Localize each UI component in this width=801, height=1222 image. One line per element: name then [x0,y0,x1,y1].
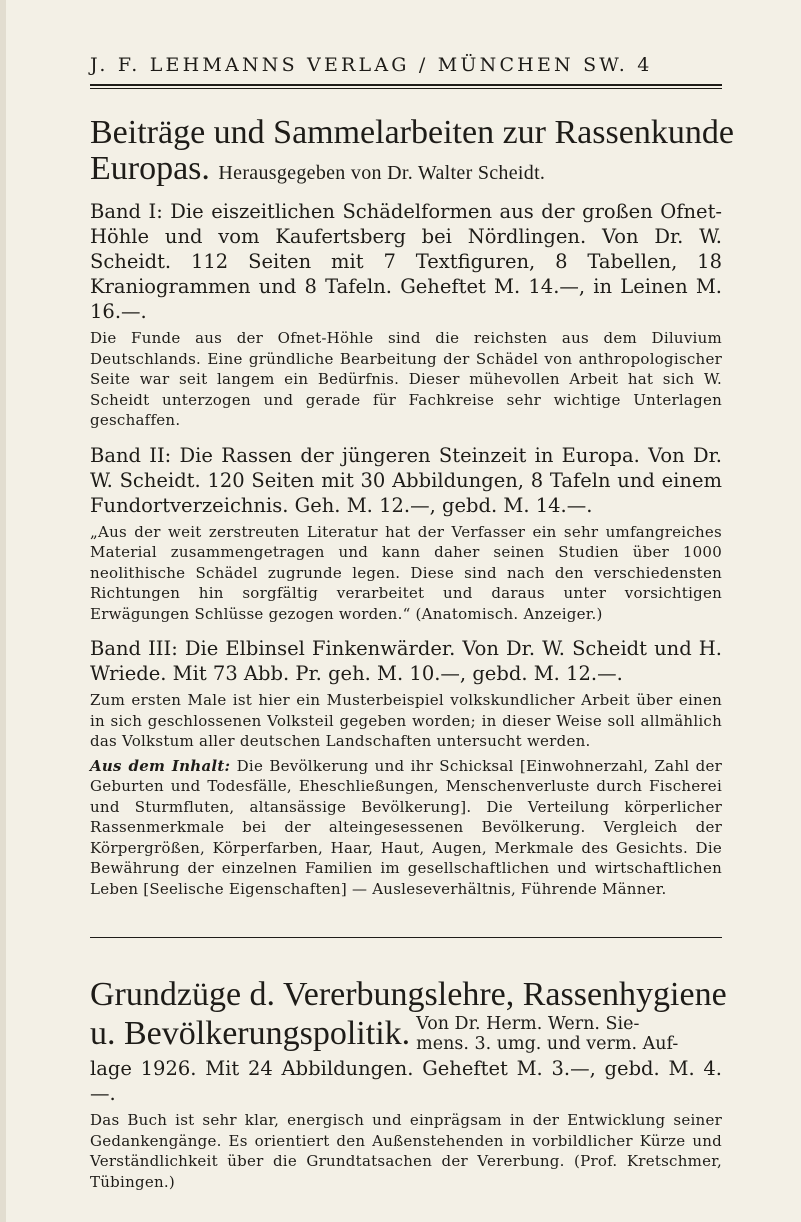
book2-author-block [416,1014,678,1054]
band1-description: Die Funde aus der Ofnet-Höhle sind die reichsten aus dem Diluvium Deutschlands. Eine gründliche Bearbeitung der Schädel von anthropologischer Seite war seit langem ein Bedürfnis. Dieser mühevollen Arbeit hat sich W. Scheidt unterzogen und gerade für Fachkreise sehr wichtige Unterlagen geschaffen. [90,329,722,429]
book2-description: Das Buch ist sehr klar, energisch und einprägsam in der Entwicklung seiner Gedankengänge. Es orientiert den Außenstehenden in vorbildlicher Kürze und Verständlichkeit über die Grundtatsachen der Vererbung. (Prof. Kretschmer, Tübingen.) [90,1111,722,1191]
book2-title-row2 [90,1014,722,1054]
book2-title-line2: u. Bevölkerungspolitik. [90,1015,411,1052]
page-edge-shadow [0,0,6,1222]
band2-entry: Band II: Die Rassen der jüngeren Steinzeit in Europa. Von Dr. W. Scheidt. 120 Seiten mit 30 Abbildungen, 8 Tafeln und einem Fundortverzeichnis. Geh. M. 12.—, gebd. M. 14.—. [90,443,722,517]
book2-title-line1: Grundzüge d. Vererbungslehre, Rassenhygiene [90,976,727,1013]
publisher-header: J. F. LEHMANNS VERLAG / MÜNCHEN SW. 4 [90,54,653,76]
band3-contents-label: Aus dem Inhalt: [90,756,231,775]
band2-description: „Aus der weit zerstreuten Literatur hat der Verfasser ein sehr umfangreiches Material zusammengetragen und kann daher seinen Studien über 1000 neolithische Schädel zugrunde legen. Diese sind nach den verschiedensten Richtungen hin sorgfältig verarbeitet und daraus unter vorsichtigen Erwägungen Schlüsse gezogen worden.“ (Anatomisch. Anzeiger.) [90,522,722,623]
band3-contents-text: Die Bevölkerung und ihr Schicksal [Einwohnerzahl, Zahl der Geburten und Todesfälle, Eheschließungen, Menschenverluste durch Fischerei und Sturmfluten, altansässige Bevölkerung]. Die Verteilung körperlicher Rassenmerkmale bei der alteingesessenen Bevölkerung. Vergleich der Körpergrößen, Körperfarben, Haar, Haut, Augen, Merkmale des Gesichts. Die Bewährung der einzelnen Familien im gesellschaftlichen und wirtschaftlichen Leben [Seelische Eigenschaften] — Ausleseverhältnis, Führende Männer. [90,756,722,898]
band3-entry: Band III: Die Elbinsel Finkenwärder. Von Dr. W. Scheidt und H. Wriede. Mit 73 Abb. Pr. geh. M. 10.—, gebd. M. 12.—. [90,637,722,685]
book2-author-line1: Von Dr. Herm. Wern. Sie- [416,1014,640,1034]
section-divider-rule [90,937,722,938]
series-editor: Herausgegeben von Dr. Walter Scheidt. [218,162,546,184]
series-title-line2 [90,151,722,191]
book2-author-line2: mens. 3. umg. und verm. Auf- [416,1034,679,1054]
book-advertisement-page [90,52,734,1192]
band1-entry: Band I: Die eiszeitlichen Schädelformen aus der großen Ofnet-Höhle und vom Kaufertsberg bei Nördlingen. Von Dr. W. Scheidt. 112 Seiten mit 7 Textfiguren, 8 Tabellen, 18 Kraniogrammen und 8 Tafeln. Geheftet M. 14.—, in Leinen M. 16.—. [90,200,722,323]
header-double-rule [90,84,722,89]
series-title-europas: Europas. [90,150,210,187]
series-title-line1: Beiträge und Sammelarbeiten zur Rassenkunde [90,114,734,151]
band3-contents [90,756,722,900]
band3-description: Zum ersten Male ist hier ein Musterbeispiel volkskundlicher Arbeit über einen in sich geschlossenen Volksteil gegeben worden; in dieser Weise soll allmählich das Volkstum aller deutschen Landschaften untersucht werden. [90,691,722,750]
book2-entry: lage 1926. Mit 24 Abbildungen. Geheftet M. 3.—, gebd. M. 4.—. [90,1057,722,1105]
